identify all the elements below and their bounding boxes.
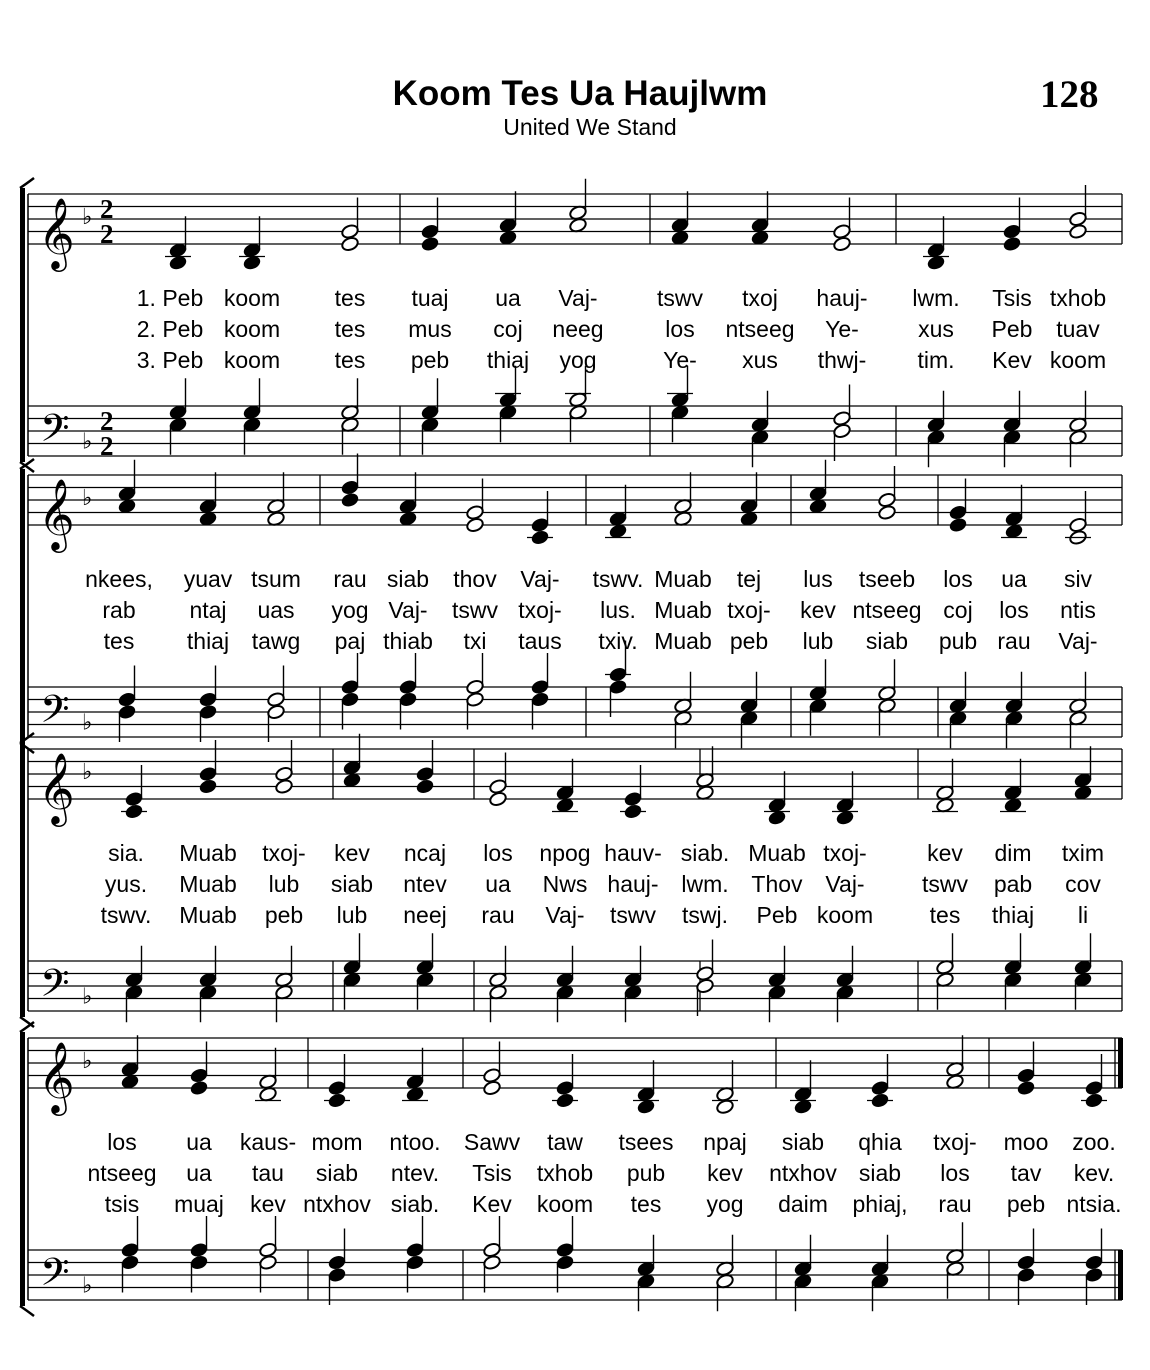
lyric-syllable: kev.: [1073, 1160, 1115, 1186]
lyric-syllable: kaus-: [239, 1129, 297, 1155]
treble-note: [488, 791, 507, 807]
bass-note: [555, 1242, 574, 1258]
lyric-syllable: hauv-: [604, 840, 662, 866]
lyric-syllable: npaj: [703, 1129, 747, 1155]
lyric-syllable: qhia: [858, 1129, 902, 1155]
lyric-syllable: Ye-: [825, 316, 859, 342]
lyric-syllable: siab.: [680, 840, 730, 866]
lyric-syllable: lub: [802, 628, 834, 654]
lyric-syllable: taw: [547, 1129, 583, 1155]
lyric-syllable: los: [665, 316, 695, 342]
treble-note: [124, 791, 143, 807]
lyric-syllable: txoj-: [518, 597, 562, 623]
treble-note: [189, 1067, 208, 1083]
lyric-syllable: Tsis: [992, 285, 1032, 311]
system-bracket: [20, 188, 25, 462]
treble-note: [832, 236, 851, 252]
lyric-syllable: siab: [781, 1129, 825, 1155]
bass-note: [832, 423, 851, 439]
lyric-syllable: peb: [410, 347, 450, 373]
treble-clef-icon: 𝄞: [38, 196, 75, 269]
lyric-syllable: rau: [997, 628, 1031, 654]
lyric-syllable: Peb: [756, 902, 798, 928]
flat-icon: ♭: [82, 429, 93, 455]
lyric-syllable: pub: [626, 1160, 666, 1186]
time-signature-numerator: 2: [100, 406, 114, 436]
bracket-bottom-hook: [20, 1017, 34, 1027]
bass-clef-icon: 𝄢: [40, 1249, 70, 1304]
treble-note: [274, 778, 293, 794]
lyric-syllable: txoj: [742, 285, 778, 311]
time-signature-denominator: 2: [100, 431, 114, 461]
bass-note: [198, 704, 217, 720]
treble-note: [198, 766, 217, 782]
lyric-syllable: ncaj: [403, 840, 447, 866]
treble-note: [948, 504, 967, 520]
system-1: [20, 178, 1122, 472]
lyric-syllable: li: [1077, 902, 1089, 928]
lyric-syllable: tuav: [1056, 316, 1100, 342]
lyric-syllable: ntis: [1060, 597, 1096, 623]
bass-note: [405, 1242, 424, 1258]
lyric-syllable: lub: [268, 871, 300, 897]
lyric-syllable: ntsia.: [1066, 1191, 1122, 1217]
lyric-syllable: Muab: [654, 566, 712, 592]
lyric-syllable: tes: [334, 285, 366, 311]
lyric-syllable: ua: [186, 1160, 212, 1186]
lyric-syllable: ua: [186, 1129, 212, 1155]
lyric-syllable: thwj-: [817, 347, 867, 373]
lyric-syllable: tswv.: [592, 566, 644, 592]
lyric-syllable: koom: [1049, 347, 1107, 373]
lyric-syllable: dim: [994, 840, 1032, 866]
lyric-syllable: paj: [334, 628, 366, 654]
lyric-syllable: Muab: [654, 628, 712, 654]
lyric-syllable: tseeb: [858, 566, 916, 592]
lyric-syllable: txhob: [536, 1160, 594, 1186]
flat-icon: ♭: [82, 486, 93, 511]
bass-note: [340, 691, 359, 707]
lyric-syllable: rau: [481, 902, 515, 928]
flat-icon: ♭: [82, 1273, 93, 1299]
bass-clef-icon: 𝄢: [40, 405, 70, 460]
lyric-syllable: nkees,: [85, 566, 153, 592]
lyric-syllable: koom: [223, 347, 281, 373]
lyric-syllable: ntev.: [390, 1160, 440, 1186]
treble-note: [482, 1080, 501, 1096]
lyric-syllable: txhob: [1049, 285, 1107, 311]
bass-note: [266, 704, 285, 720]
treble-note: [415, 766, 434, 782]
time-signature-numerator: 2: [100, 194, 114, 224]
lyric-syllable: sia.: [108, 840, 144, 866]
lyric-syllable: lub: [336, 902, 368, 928]
lyric-syllable: 2. Peb: [136, 316, 204, 342]
lyric-syllable: txoj-: [933, 1129, 977, 1155]
lyric-syllable: tej: [736, 566, 762, 592]
bass-note: [189, 1242, 208, 1258]
lyric-syllable: taus: [518, 628, 562, 654]
treble-note: [415, 778, 434, 794]
treble-note: [420, 223, 439, 239]
system-bracket: [20, 469, 25, 743]
bass-note: [530, 679, 549, 695]
lyric-syllable: txoj-: [727, 597, 771, 623]
lyric-syllable: Vaj-: [545, 902, 585, 928]
lyric-syllable: ntoo.: [389, 1129, 441, 1155]
treble-note: [340, 236, 359, 252]
lyric-syllable: tes: [334, 316, 366, 342]
flat-icon: ♭: [82, 1049, 93, 1074]
lyric-syllable: Nws: [542, 871, 588, 897]
lyric-syllable: ntxhov: [303, 1191, 371, 1217]
lyric-syllable: pub: [938, 628, 978, 654]
treble-note: [1016, 1080, 1035, 1096]
lyric-syllable: thiaj: [991, 902, 1035, 928]
lyric-syllable: mom: [311, 1129, 363, 1155]
bass-note: [1016, 1254, 1035, 1270]
lyric-syllable: yog: [331, 597, 369, 623]
lyric-syllable: lus.: [600, 597, 636, 623]
lyric-syllable: tim.: [917, 347, 955, 373]
lyric-syllable: tsees: [618, 1129, 674, 1155]
lyric-syllable: tsis: [104, 1191, 140, 1217]
treble-note: [530, 517, 549, 533]
treble-clef-icon: 𝄞: [38, 477, 75, 550]
lyric-syllable: peb: [264, 902, 304, 928]
treble-note: [327, 1080, 346, 1096]
lyric-syllable: tau: [252, 1160, 284, 1186]
bass-note: [608, 679, 627, 695]
treble-note: [420, 236, 439, 252]
lyric-syllable: txim: [1061, 840, 1105, 866]
lyric-syllable: Muab: [179, 840, 237, 866]
lyric-syllable: kev: [334, 840, 370, 866]
lyric-syllable: ntxhov: [769, 1160, 837, 1186]
hymn-subtitle: United We Stand: [503, 114, 677, 140]
lyric-syllable: yog: [706, 1191, 744, 1217]
time-signature-denominator: 2: [100, 219, 114, 249]
lyric-syllable: siv: [1063, 566, 1093, 592]
treble-note: [555, 1080, 574, 1096]
lyric-syllable: kev: [707, 1160, 743, 1186]
lyric-syllable: los: [107, 1129, 137, 1155]
lyric-syllable: thiab: [383, 628, 433, 654]
flat-icon: ♭: [82, 984, 93, 1010]
system-4: [20, 1022, 1123, 1316]
bass-note: [327, 1267, 346, 1283]
lyric-syllable: txi: [463, 628, 487, 654]
lyric-syllable: los: [940, 1160, 970, 1186]
lyric-syllable: yog: [559, 347, 597, 373]
lyric-syllable: ua: [1001, 566, 1027, 592]
lyric-syllable: txoj-: [262, 840, 306, 866]
lyric-syllable: tes: [929, 902, 961, 928]
treble-note: [189, 1080, 208, 1096]
bracket-bottom-hook: [20, 1306, 34, 1316]
lyric-syllable: yus.: [104, 871, 148, 897]
lyric-syllable: Kev: [472, 1191, 512, 1217]
lyric-syllable: 3. Peb: [136, 347, 204, 373]
treble-note: [1068, 223, 1087, 239]
lyric-syllable: Peb: [991, 316, 1033, 342]
lyric-syllable: Vaj-: [1058, 628, 1098, 654]
bass-note: [530, 691, 549, 707]
lyric-syllable: lwm.: [681, 871, 729, 897]
flat-icon: ♭: [82, 205, 93, 230]
bass-note: [1084, 1254, 1103, 1270]
lyric-syllable: ntseeg: [852, 597, 922, 623]
lyric-syllable: Vaj-: [520, 566, 560, 592]
lyric-syllable: Ye-: [663, 347, 697, 373]
lyric-syllable: siab: [330, 871, 374, 897]
lyric-syllable: tes: [103, 628, 135, 654]
lyric-syllable: Sawv: [463, 1129, 521, 1155]
lyric-syllable: los: [483, 840, 513, 866]
lyric-syllable: thov: [453, 566, 497, 592]
system-3: [20, 733, 1122, 1027]
bass-note: [198, 691, 217, 707]
lyric-syllable: los: [999, 597, 1029, 623]
lyric-syllable: txoj-: [823, 840, 867, 866]
bass-note: [405, 1254, 424, 1270]
bracket-top-hook: [20, 1022, 34, 1032]
lyric-syllable: tes: [630, 1191, 662, 1217]
lyric-syllable: ntseeg: [87, 1160, 157, 1186]
lyric-syllable: kev: [800, 597, 836, 623]
lyric-syllable: pab: [993, 871, 1033, 897]
treble-clef-icon: 𝄞: [38, 751, 75, 824]
lyric-syllable: koom: [816, 902, 874, 928]
lyric-syllable: tswv: [922, 871, 968, 897]
bracket-top-hook: [20, 178, 34, 188]
lyric-syllable: tawg: [251, 628, 301, 654]
lyric-syllable: cov: [1065, 871, 1101, 897]
system-bracket: [20, 743, 25, 1017]
lyric-syllable: ntaj: [189, 597, 227, 623]
bass-clef-icon: 𝄢: [40, 686, 70, 741]
lyric-syllable: uas: [257, 597, 295, 623]
bass-note: [482, 1254, 501, 1270]
lyric-syllable: Muab: [654, 597, 712, 623]
lyric-syllable: lus: [803, 566, 833, 592]
lyric-syllable: Muab: [748, 840, 806, 866]
flat-icon: ♭: [82, 760, 93, 785]
lyric-syllable: txiv.: [598, 628, 638, 654]
treble-note: [465, 517, 484, 533]
lyric-syllable: siab: [865, 628, 909, 654]
lyric-syllable: Thov: [751, 871, 803, 897]
lyric-syllable: mus: [408, 316, 452, 342]
lyric-syllable: xus: [918, 316, 954, 342]
lyric-syllable: 1. Peb: [136, 285, 204, 311]
treble-note: [1002, 236, 1021, 252]
treble-note: [340, 492, 359, 508]
treble-note: [948, 517, 967, 533]
lyric-syllable: siab: [315, 1160, 359, 1186]
treble-note: [1016, 1067, 1035, 1083]
lyric-syllable: coj: [493, 316, 523, 342]
lyric-syllable: daim: [778, 1191, 828, 1217]
lyric-syllable: siab: [386, 566, 430, 592]
bass-note: [117, 691, 136, 707]
final-barline-thick: [1118, 1250, 1123, 1300]
lyric-syllable: ntseeg: [725, 316, 795, 342]
lyric-syllable: zoo.: [1072, 1129, 1116, 1155]
treble-note: [1002, 223, 1021, 239]
lyric-syllable: rau: [333, 566, 367, 592]
lyric-syllable: kev: [927, 840, 963, 866]
system-2: [20, 454, 1122, 754]
flat-icon: ♭: [82, 710, 93, 736]
lyric-syllable: Vaj-: [825, 871, 865, 897]
lyric-syllable: tswv: [657, 285, 703, 311]
lyric-syllable: Tsis: [472, 1160, 512, 1186]
bass-note: [120, 1254, 139, 1270]
hymn-number: 128: [1040, 73, 1099, 116]
lyric-syllable: hauj-: [816, 285, 868, 311]
lyric-syllable: yuav: [183, 566, 233, 592]
bass-note: [1084, 1267, 1103, 1283]
lyric-syllable: Vaj-: [558, 285, 598, 311]
bass-clef-icon: 𝄢: [40, 960, 70, 1015]
bass-note: [120, 1242, 139, 1258]
lyric-syllable: tswv: [610, 902, 656, 928]
bass-note: [327, 1254, 346, 1270]
final-barline-thick: [1118, 1038, 1123, 1088]
lyric-syllable: tav: [1010, 1160, 1042, 1186]
lyric-syllable: tswv.: [100, 902, 152, 928]
bass-note: [555, 1254, 574, 1270]
lyric-syllable: thiaj: [486, 347, 530, 373]
treble-staff: [28, 749, 1122, 799]
lyric-syllable: kev: [250, 1191, 286, 1217]
lyric-syllable: thiaj: [186, 628, 230, 654]
treble-note: [1084, 1080, 1103, 1096]
bass-note: [398, 679, 417, 695]
lyric-syllable: coj: [943, 597, 973, 623]
lyric-syllable: ua: [495, 285, 521, 311]
lyric-syllable: peb: [1006, 1191, 1046, 1217]
bass-note: [340, 679, 359, 695]
hymn-title: Koom Tes Ua Haujlwm: [392, 74, 768, 113]
treble-note: [870, 1080, 889, 1096]
lyric-syllable: xus: [742, 347, 778, 373]
bass-note: [117, 704, 136, 720]
lyric-syllable: Muab: [179, 902, 237, 928]
lyric-syllable: koom: [536, 1191, 594, 1217]
treble-note: [198, 778, 217, 794]
lyric-syllable: rau: [938, 1191, 972, 1217]
lyric-syllable: npog: [539, 840, 591, 866]
lyric-syllable: Vaj-: [388, 597, 428, 623]
lyric-syllable: tuaj: [411, 285, 449, 311]
lyric-syllable: Kev: [992, 347, 1032, 373]
lyric-syllable: muaj: [174, 1191, 224, 1217]
lyric-syllable: los: [943, 566, 973, 592]
bass-note: [398, 691, 417, 707]
bass-staff: [28, 961, 1122, 1011]
lyric-syllable: koom: [223, 316, 281, 342]
lyric-syllable: tswv: [452, 597, 498, 623]
lyric-syllable: tswj.: [682, 902, 728, 928]
lyric-syllable: ua: [485, 871, 511, 897]
bass-note: [1016, 1267, 1035, 1283]
lyric-syllable: ntev: [403, 871, 447, 897]
treble-note: [877, 504, 896, 520]
bass-note: [695, 978, 714, 994]
lyric-syllable: moo: [1003, 1129, 1049, 1155]
lyric-syllable: siab.: [390, 1191, 440, 1217]
lyric-syllable: phiaj,: [852, 1191, 908, 1217]
lyric-syllable: neeg: [552, 316, 604, 342]
lyric-syllable: tsum: [251, 566, 301, 592]
bass-note: [258, 1254, 277, 1270]
lyric-syllable: hauj-: [607, 871, 659, 897]
lyric-syllable: peb: [729, 628, 769, 654]
lyric-syllable: neej: [403, 902, 447, 928]
lyric-syllable: lwm.: [912, 285, 960, 311]
lyric-syllable: koom: [223, 285, 281, 311]
lyric-syllable: siab: [858, 1160, 902, 1186]
treble-clef-icon: 𝄞: [38, 1040, 75, 1113]
treble-note: [340, 479, 359, 495]
bass-note: [465, 691, 484, 707]
system-bracket: [20, 1032, 25, 1306]
lyric-syllable: tes: [334, 347, 366, 373]
bass-note: [189, 1254, 208, 1270]
lyric-syllable: Muab: [179, 871, 237, 897]
lyric-syllable: rab: [102, 597, 136, 623]
treble-note: [623, 791, 642, 807]
